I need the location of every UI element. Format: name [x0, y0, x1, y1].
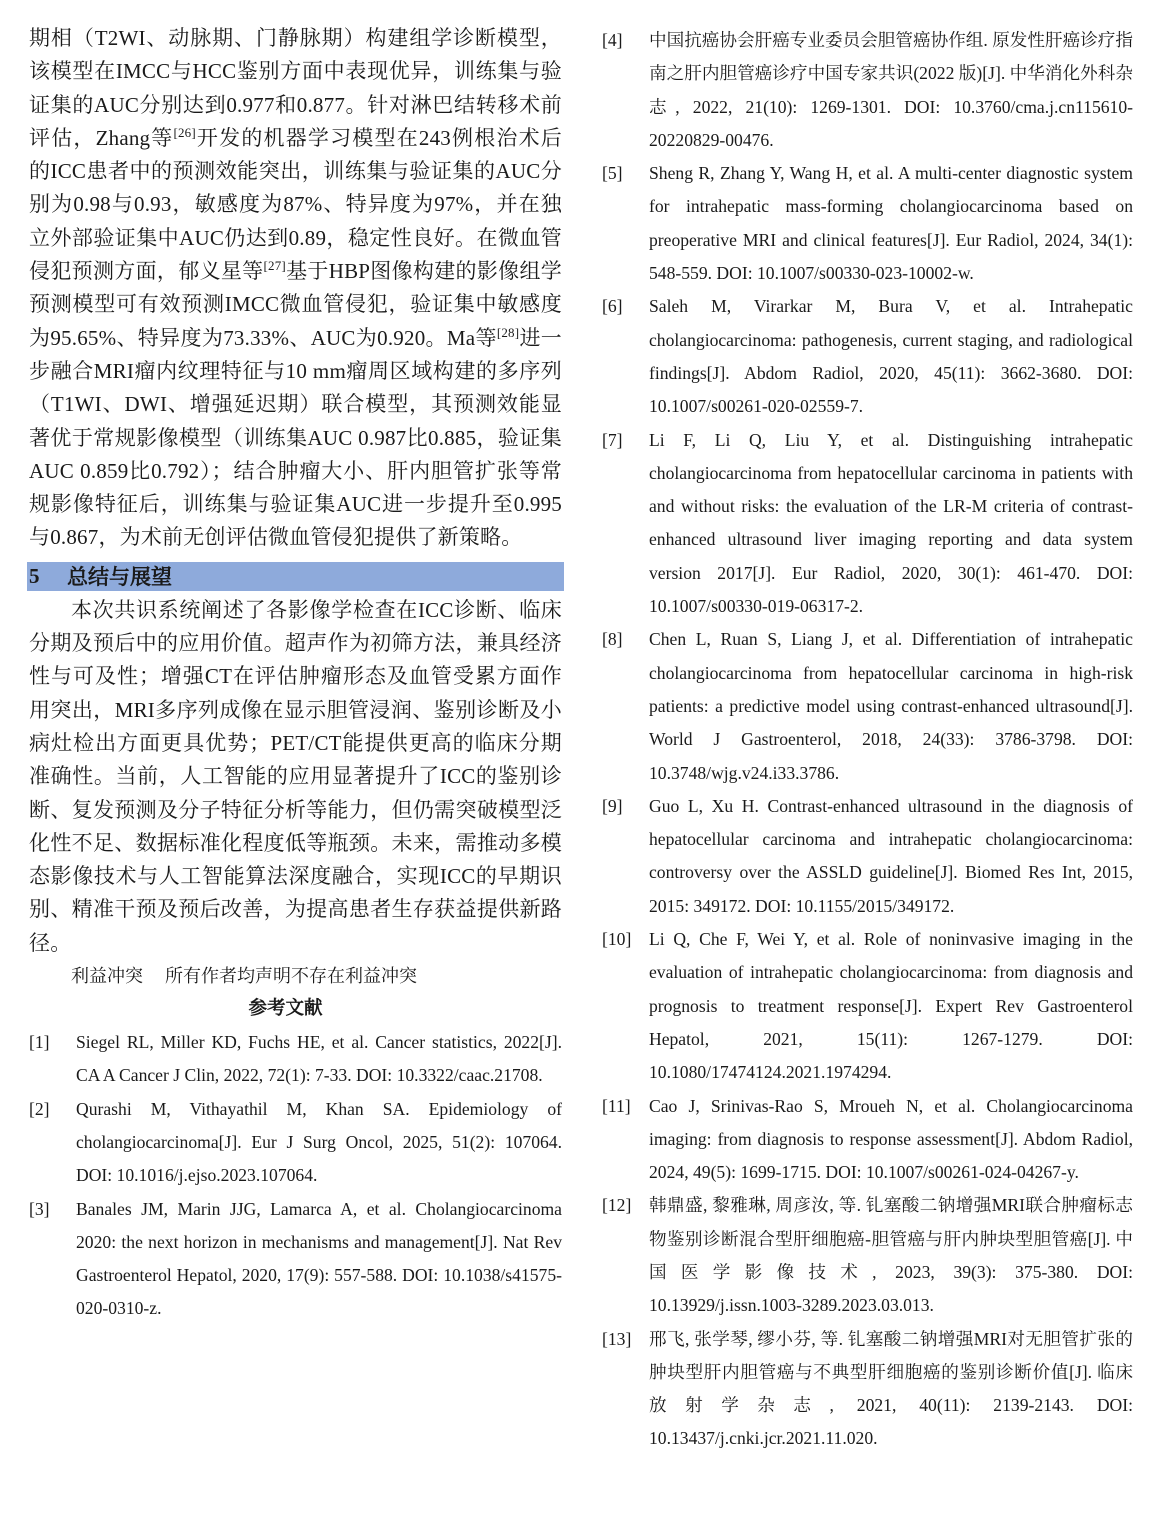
reference-number: [11] — [602, 1095, 631, 1116]
summary-paragraph: 本次共识系统阐述了各影像学检查在ICC诊断、临床分期及预后中的应用价值。超声作为初筛方法，兼具经济性与可及性；增强CT在评估肿瘤形态及血管受累方面作用突出，MRI多序列成像在显示胆管浸润、鉴别诊断及小病灶检出方面更具优势；PET/CT能提供更高的临床分期准确性。当前，人工智能的应用显著提升了ICC的鉴别诊断、复发预测及分子特征分析等能力，但仍需突破模型泛化性不足、数据标准化程度低等瓶颈。未来，需推动多模态影像技术与人工智能算法深度融合，实现ICC的早期识别、精准干预及预后改善，为提高患者生存获益提供新路径。 — [29, 597, 562, 955]
paragraph-text: 进一步融合MRI瘤内纹理特征与10 mm瘤周区域构建的多序列（T1WI、DWI、增强延迟期）联合模型，其预测效能显著优于常规影像模型（训练集AUC 0.987比0.885，验证集AUC 0.859比0.792）；结合肿瘤大小、肝内胆管扩张等常规影像特征后，训练集与验证集AUC进一步提升至0.995与0.867，为术前无创评估微血管侵犯提供了新策略。 — [29, 325, 562, 550]
reference-list-left — [27, 1026, 562, 1326]
reference-number: [5] — [602, 163, 623, 184]
reference-item — [600, 1090, 1133, 1190]
reference-text: Siegel RL, Miller KD, Fuchs HE, et al. Cancer statistics, 2022[J]. CA A Cancer J Clin, 2022, 72(1): 7-33. DOI: 10.3322/caac.21708. — [76, 1032, 562, 1086]
reference-text: Sheng R, Zhang Y, Wang H, et al. A multi-center diagnostic system for intrahepatic mass-forming cholangiocarcinoma based on preoperative MRI and clinical features[J]. Eur Radiol, 2024, 34(1): 548-559. DOI: 10.1007/s00330-023-10002-w. — [649, 163, 1133, 284]
reference-number: [1] — [29, 1032, 50, 1053]
reference-text: 中国抗癌协会肝癌专业委员会胆管癌协作组. 原发性肝癌诊疗指南之肝内胆管癌诊疗中国专家共识(2022 版)[J]. 中华消化外科杂志, 2022, 21(10): 1269-1301. DOI: 10.3760/cma.j.cn115610-20220829-00476. — [649, 30, 1133, 150]
reference-number: [12] — [602, 1195, 632, 1216]
reference-number: [3] — [29, 1198, 50, 1219]
section-heading — [27, 562, 564, 591]
reference-text: Li F, Li Q, Liu Y, et al. Distinguishing intrahepatic cholangiocarcinoma from hepatocellular carcinoma in patients with and without risks: the evaluation of the LR-M criteria of contrast-enhanced ultrasound liver imaging reporting and data system version 2017[J]. Eur Radiol, 2020, 30(1): 461-470. DOI: 10.1007/s00330-019-06317-2. — [649, 429, 1133, 617]
reference-item — [27, 1026, 562, 1093]
reference-item — [600, 1323, 1133, 1456]
paragraph-text: 开发的机器学习模型在243例根治术后的ICC患者中的预测效能突出，训练集与验证集的AUC分别为0.98与0.93，敏感度为87%、特异度为97%，并在独立外部验证集中AUC仍达到0.89，稳定性良好。在微血管侵犯预测方面，郁义星等 — [29, 125, 562, 284]
coi-text: 所有作者均声明不存在利益冲突 — [165, 966, 417, 987]
paragraph-text: 期相（T2WI、动脉期、门静脉期）构建组学诊断模型，该模型在IMCC与HCC鉴别方面中表现优异，训练集与验证集的AUC分别达到0.977和0.877。针对淋巴结转移术前评估，Zhang等 — [29, 26, 562, 150]
reference-text: Li Q, Che F, Wei Y, et al. Role of noninvasive imaging in the evaluation of intrahepatic cholangiocarcinoma: from diagnosis and prognosis to treatment response[J]. Expert Rev Gastroenterol Hepatol, 2021, 15(11): 1267-1279. DOI: 10.1080/17474124.2021.1974294. — [649, 929, 1133, 1083]
reference-item — [600, 424, 1133, 624]
reference-text: Guo L, Xu H. Contrast-enhanced ultrasound in the diagnosis of hepatocellular carcinoma and intrahepatic cholangiocarcinoma: controversy over the ASSLD guideline[J]. Biomed Res Int, 2015, 2015: 349172. DOI: 10.1155/2015/349172. — [649, 795, 1133, 916]
reference-item — [600, 1189, 1133, 1322]
reference-item — [27, 1093, 562, 1193]
reference-text: 邢飞, 张学琴, 缪小芬, 等. 钆塞酸二钠增强MRI对无胆管扩张的肿块型肝内胆管癌与不典型肝细胞癌的鉴别诊断价值[J]. 临床放射学杂志, 2021, 40(11): 2139-2143. DOI: 10.13437/j.cnki.jcr.2021.11.020. — [649, 1328, 1133, 1449]
reference-item — [600, 790, 1133, 923]
left-column — [29, 22, 562, 1326]
reference-number: [13] — [602, 1328, 632, 1349]
reference-text: Chen L, Ruan S, Liang J, et al. Differentiation of intrahepatic cholangiocarcinoma from hepatocellular carcinoma in high-risk patients: a predictive model using contrast-enhanced ultrasound[J]. World J Gastroenterol, 2018, 24(33): 3786-3798. DOI: 10.3748/wjg.v24.i33.3786. — [649, 629, 1133, 783]
continuation-paragraph — [29, 22, 562, 555]
reference-text: Saleh M, Virarkar M, Bura V, et al. Intrahepatic cholangiocarcinoma: pathogenesis, current staging, and radiological findings[J]. Abdom Radiol, 2020, 45(11): 3662-3680. DOI: 10.1007/s00261-020-02559-7. — [649, 296, 1133, 417]
reference-number: [4] — [602, 30, 623, 50]
reference-item — [600, 290, 1133, 423]
reference-number: [9] — [602, 795, 623, 816]
reference-text: 韩鼎盛, 黎雅琳, 周彦汝, 等. 钆塞酸二钠增强MRI联合肿瘤标志物鉴别诊断混合型肝细胞癌-胆管癌与肝内肿块型胆管癌[J]. 中国医学影像技术, 2023, 39(3): 375-380. DOI: 10.13929/j.issn.1003-3289.2023.03.013. — [649, 1195, 1133, 1316]
citation-28[interactable]: [28] — [496, 324, 520, 340]
section-number: 5 — [29, 563, 40, 588]
citation-26[interactable]: [26] — [173, 124, 196, 140]
section-title: 总结与展望 — [67, 565, 172, 590]
reference-text: Cao J, Srinivas-Rao S, Mroueh N, et al. Cholangiocarcinoma imaging: from diagnosis to response assessment[J]. Abdom Radiol, 2024, 49(5): 1699-1715. DOI: 10.1007/s00261-024-04267-y. — [649, 1095, 1133, 1183]
paragraph-text: 基于HBP图像构建的影像组学预测模型可有效预测IMCC微血管侵犯，验证集中敏感度为95.65%、特异度为73.33%、AUC为0.920。Ma等 — [29, 259, 562, 350]
reference-item — [27, 1193, 562, 1326]
coi-label: 利益冲突 — [71, 966, 143, 987]
reference-text: Qurashi M, Vithayathil M, Khan SA. Epidemiology of cholangiocarcinoma[J]. Eur J Surg Oncol, 2025, 51(2): 107064. DOI: 10.1016/j.ejso.2023.107064. — [76, 1098, 562, 1186]
right-column — [600, 24, 1133, 1456]
reference-item — [600, 157, 1133, 290]
reference-item — [600, 923, 1133, 1089]
conflict-of-interest — [29, 960, 562, 992]
reference-number: [2] — [29, 1098, 50, 1119]
citation-27[interactable]: [27] — [263, 258, 286, 274]
references-title: 参考文献 — [248, 999, 323, 1020]
reference-text: Banales JM, Marin JJG, Lamarca A, et al. Cholangiocarcinoma 2020: the next horizon in mechanisms and management[J]. Nat Rev Gastroenterol Hepatol, 2020, 17(9): 557-588. DOI: 10.1038/s41575-020-0310-z. — [76, 1198, 562, 1319]
reference-number: [10] — [602, 929, 632, 950]
reference-item — [600, 24, 1133, 157]
reference-item — [600, 623, 1133, 789]
reference-number: [7] — [602, 429, 623, 450]
reference-number: [6] — [602, 296, 623, 317]
reference-number: [8] — [602, 629, 623, 650]
